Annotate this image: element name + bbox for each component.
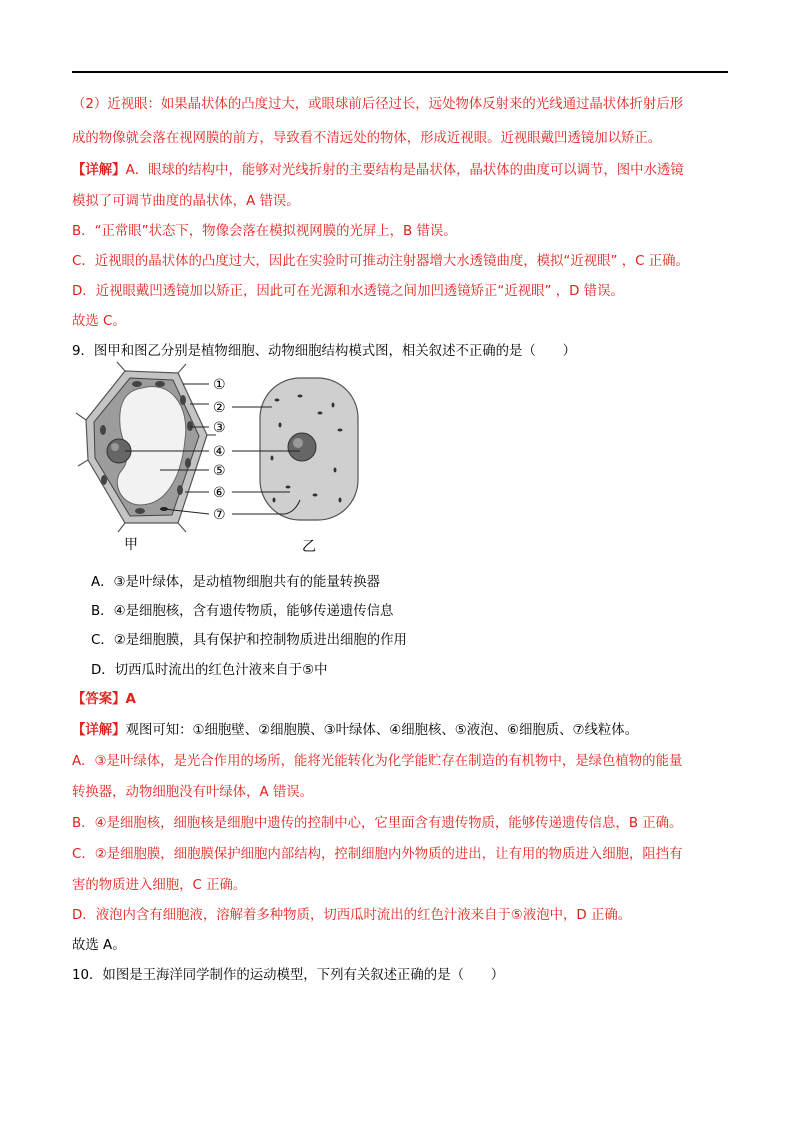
detail-d-line: D．近视眼戴凹透镜加以矫正，因此可在光源和水透镜之间加凹透镜矫正“近视眼” ，D 错误。: [72, 284, 624, 299]
label-6: ⑥: [213, 485, 226, 501]
detail-c-line: C．近视眼的晶状体的凸度过大，因此在实验时可推动注射器增大水透镜曲度，模拟“近视眼” ，C 正确。: [72, 254, 689, 269]
answer-tag: 【答案】A: [72, 692, 136, 707]
chloroplast: [187, 421, 193, 431]
label-7: ⑦: [213, 507, 226, 523]
caption-jia: 甲: [124, 537, 138, 553]
chloroplast: [135, 508, 145, 514]
option-c: C．②是细胞膜，具有保护和控制物质进出细胞的作用: [91, 633, 407, 648]
explanation-line-2: 成的物像就会落在视网膜的前方，导致看不清远处的物体，形成近视眼。近视眼戴凹透镜加以矫正。: [72, 131, 662, 146]
option-a: A．③是叶绿体，是动植物细胞共有的能量转换器: [91, 575, 380, 590]
chloroplast: [100, 425, 106, 435]
detail-a-line-2: 模拟了可调节曲度的晶状体，A 错误。: [72, 194, 300, 209]
label-5: ⑤: [213, 463, 226, 479]
question-9-stem: 9．图甲和图乙分别是植物细胞、动物细胞结构模式图，相关叙述不正确的是（ ）: [72, 344, 576, 359]
caption-yi: 乙: [302, 539, 316, 555]
chloroplast: [101, 475, 107, 485]
animal-cell: [260, 378, 358, 520]
detail9-intro-line: [72, 721, 732, 741]
option-b: B．④是细胞核，含有遗传物质，能够传递遗传信息: [91, 604, 394, 619]
chloroplast: [132, 381, 142, 387]
detail-a-text: A．眼球的结构中，能够对光线折射的主要结构是晶状体，晶状体的曲度可以调节，图中水透镜: [125, 163, 684, 178]
cell-diagram: [0, 0, 800, 560]
chloroplast: [177, 485, 183, 495]
label-1: ①: [213, 377, 226, 393]
question-10-stem: 10．如图是王海洋同学制作的运动模型，下列有关叙述正确的是（ ）: [72, 968, 505, 983]
detail9-c-line-2: 害的物质进入细胞，C 正确。: [72, 878, 247, 893]
chloroplast: [155, 381, 165, 387]
detail9-a-line-2: 转换器，动物细胞没有叶绿体，A 错误。: [72, 785, 314, 800]
detail9-a-line-1: A．③是叶绿体，是光合作用的场所，能将光能转化为化学能贮存在制造的有机物中，是绿色植物的能量: [72, 754, 683, 769]
detail9-tag: 【详解】: [72, 723, 126, 738]
detail9-intro: 观图可知：①细胞壁、②细胞膜、③叶绿体、④细胞核、⑤液泡、⑥细胞质、⑦线粒体。: [125, 723, 639, 738]
option-d: D．切西瓜时流出的红色汁液来自于⑤中: [91, 663, 328, 678]
conclusion-9: 故选 A。: [72, 938, 126, 953]
detail-tag: 【详解】: [72, 163, 126, 178]
detail9-b-line: B．④是细胞核，细胞核是细胞中遗传的控制中心，它里面含有遗传物质，能够传递遗传信息，B 正确。: [72, 816, 683, 831]
animal-nucleus: [288, 433, 316, 461]
detail9-d-line: D．液泡内含有细胞液，溶解着多种物质，切西瓜时流出的红色汁液来自于⑤液泡中，D 正确。: [72, 908, 632, 923]
label-4: ④: [213, 444, 226, 460]
plant-cell: [76, 362, 216, 532]
explanation-line-1: （2）近视眼：如果晶状体的凸度过大，或眼球前后径过长，远处物体反射来的光线通过晶状体折射后形: [72, 97, 684, 112]
detail9-c-line-1: C．②是细胞膜，细胞膜保护细胞内部结构，控制细胞内外物质的进出，让有用的物质进入细胞，阻挡有: [72, 847, 683, 862]
label-2: ②: [213, 400, 226, 416]
detail-b-line: B．“正常眼”状态下，物像会落在模拟视网膜的光屏上，B 错误。: [72, 224, 457, 239]
chloroplast: [180, 395, 186, 405]
chloroplast: [185, 458, 191, 468]
label-3: ③: [213, 420, 226, 436]
conclusion-8: 故选 C。: [72, 314, 126, 329]
